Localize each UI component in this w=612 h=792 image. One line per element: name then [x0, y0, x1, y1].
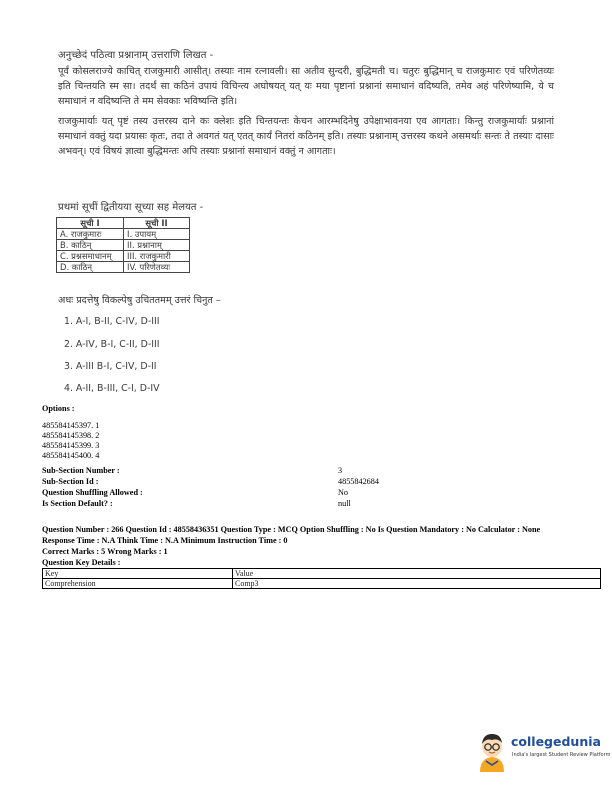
table-cell: A. राजकुमारः [57, 229, 124, 240]
table-cell: Comprehension [43, 579, 233, 589]
option-id: 485584145398. 2 [42, 431, 100, 440]
choice-item: 3. A-III B-I, C-IV, D-II [64, 361, 157, 372]
table-cell: D. काठिन् [57, 262, 124, 273]
table-cell: IV. परिणेतव्यः [124, 262, 190, 273]
shuffle-label: Question Shuffling Allowed : [42, 488, 143, 497]
question-meta-line: Question Number : 266 Question Id : 48558436351 Question Type : MCQ Option Shuffling : No Is Question Mandatory : No Calculator : None [42, 525, 541, 534]
table-header-row [43, 569, 601, 579]
section-default-value: null [338, 499, 351, 508]
choice-item: 2. A-IV, B-I, C-II, D-III [64, 339, 160, 350]
student-mascot-icon [480, 734, 504, 772]
marks-line: Correct Marks : 5 Wrong Marks : 1 [42, 547, 168, 556]
choice-item: 1. A-I, B-II, C-IV, D-III [64, 316, 160, 327]
column-header: Key [43, 569, 233, 579]
key-details-table [42, 568, 601, 589]
instruction-text: अनुच्छेदं पठित्वा प्रश्नानाम् उत्तराणि लिखत - [58, 50, 214, 61]
choice-item: 4. A-II, B-III, C-I, D-IV [64, 383, 160, 394]
option-id: 485584145399. 3 [42, 441, 100, 450]
column-header: Value [233, 569, 601, 579]
column-header: सूची I [57, 218, 124, 229]
table-header-row [57, 218, 190, 229]
shuffle-value: No [338, 488, 349, 497]
table-row [57, 262, 190, 273]
table-row [57, 229, 190, 240]
options-label: Options : [42, 404, 75, 413]
table-row [57, 240, 190, 251]
response-time-line: Response Time : N.A Think Time : N.A Minimum Instruction Time : 0 [42, 536, 288, 545]
subsection-id-label: Sub-Section Id : [42, 477, 99, 486]
table-cell: B. काठिन् [57, 240, 124, 251]
table-row [57, 251, 190, 262]
table-row [43, 579, 601, 589]
table-cell: III. राजकुमारी [124, 251, 190, 262]
column-header: सूची II [124, 218, 190, 229]
table-cell: C. प्रश्नसमाधानम् [57, 251, 124, 262]
key-details-label: Question Key Details : [42, 558, 121, 567]
table-cell: Comp3 [233, 579, 601, 589]
table-cell: I. उपायम् [124, 229, 190, 240]
table-cell: II. प्रश्नानाम् [124, 240, 190, 251]
subsection-id-value: 4855842684 [338, 477, 379, 486]
match-table [56, 217, 190, 273]
section-default-label: Is Section Default? : [42, 499, 113, 508]
brand-name: collegedunia [511, 734, 601, 749]
subsection-number-label: Sub-Section Number : [42, 466, 120, 475]
choose-prompt: अधः प्रदत्तेषु विकल्पेषु उचिततमम् उत्तरं चिनुत – [58, 295, 221, 306]
match-prompt: प्रथमां सूचीं द्वितीयया सूच्या सह मेलयत - [58, 202, 204, 213]
brand-tagline: India's largest Student Review Platform [512, 752, 611, 758]
option-id: 485584145397. 1 [42, 421, 100, 430]
subsection-number-value: 3 [338, 466, 343, 475]
option-id: 485584145400. 4 [42, 451, 100, 460]
passage-paragraph: राजकुमार्याः यत् पृष्टं तस्य उत्तरस्य दाने कः क्लेशः इति चिन्तयन्तः केचन आरम्भदिनेषु उपेक्षाभावनया एव आगताः। किन्तु राजकुमार्याः प्रश्नानां समाधानं वक्तुं यदा प्रयासः कृतः, तदा ते अवगतं यत् एतत् कार्यं नितरां कठिनम् इति। तस्याः प्रश्नानाम् उत्तरस्य कथने असमर्थाः सन्तः ते तस्याः दासाः अभवन्। एवं विषयं ज्ञात्वा बुद्धिमन्तः अपि तस्याः प्रश्नानां समाधानं वक्तुं न आगताः। [58, 116, 554, 157]
passage-paragraph: पूर्वं कोसलराज्ये काचित् राजकुमारी आसीत्। तस्याः नाम रत्नावली। सा अतीव सुन्दरी, बुद्धिमती च। चतुरः बुद्धिमान् च राजकुमारः एवं परिणेतव्यः इति चिन्तयति स्म सा। तदर्थं सा कठिनं उपायं विचिन्त्य अघोषयत् यत् यः मया पृष्टानां प्रश्नानां समाधानं वदिष्यति, तमेव अहं परिणेष्यामि, ये च समाधानं न वदिष्यन्ति ते मम सेवकाः भविष्यन्ति इति। [58, 66, 554, 107]
